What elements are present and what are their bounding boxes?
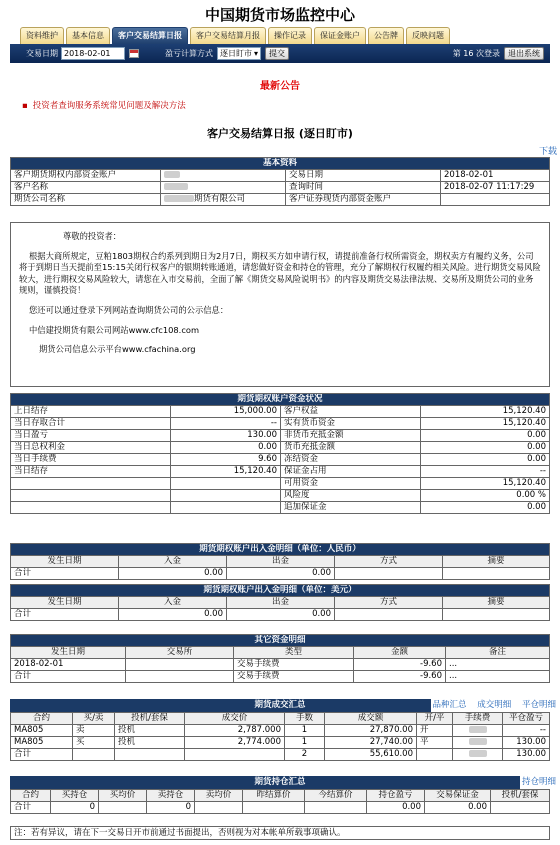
table-row: 合计 0 0 0.00 0.00 bbox=[11, 802, 550, 814]
tab-monthly-statement[interactable]: 客户交易结算月报 bbox=[190, 27, 266, 44]
tab-margin-account[interactable]: 保证金账户 bbox=[314, 27, 366, 44]
table-row: 当日手续费 9.60 冻结资金 0.00 bbox=[11, 454, 550, 466]
inout-rmb-table: 期货期权账户出入金明细（单位：人民币） 发生日期 入金 出金 方式 摘要 合计 0.00 0.00 bbox=[10, 543, 550, 580]
table-row: 客户期货期权内部资金账户 交易日期 2018-02-01 bbox=[11, 170, 550, 182]
table-row: 期货公司名称 期货有限公司 客户证券现货内部资金账户 bbox=[11, 194, 550, 206]
method-label: 盈亏计算方式 bbox=[165, 49, 213, 58]
funds-table bbox=[10, 393, 550, 514]
section-title: 期货期权账户出入金明细（单位：人民币） bbox=[11, 544, 550, 556]
tab-profile[interactable]: 资料维护 bbox=[20, 27, 64, 44]
close-detail-link[interactable]: 平仓明细 bbox=[521, 700, 556, 710]
table-row: 合计 交易手续费 -9.60 ... bbox=[11, 671, 550, 683]
table-row: MA805 买 投机 2,774.000 1 27,740.00 平 130.00 bbox=[11, 737, 550, 749]
tab-daily-statement[interactable]: 客户交易结算日报 bbox=[112, 27, 188, 44]
tab-basic-info[interactable]: 基本信息 bbox=[66, 27, 110, 44]
method-select[interactable]: 逐日盯市 ▾ bbox=[217, 47, 261, 60]
table-row: 合计 0.00 0.00 bbox=[11, 609, 550, 621]
footnote: 注：若有异议，请在下一交易日开市前通过书面提出，否则视为对本帐单所载事项确认。 bbox=[10, 826, 550, 840]
basic-info-table bbox=[10, 157, 550, 206]
table-row: 客户名称 查询时间 2018-02-07 11:17:29 bbox=[11, 182, 550, 194]
table-row: 合计 0.00 0.00 bbox=[11, 568, 550, 580]
positions-table: 合约 买持仓 买均价 卖持仓 卖均价 昨结算价 今结算价 持仓盈亏 交易保证金 投机/套保 合计 0 0 0.00 0.00 bbox=[10, 789, 550, 814]
other-funds-table: 其它资金明细 发生日期 交易所 类型 金额 备注 2018-02-01 交易手续费 -9.60 ... 合计 交易手续费 -9.60 ... bbox=[10, 634, 550, 683]
section-title: 其它资金明细 bbox=[11, 635, 550, 647]
download-link[interactable]: 下载 bbox=[538, 147, 557, 157]
date-input[interactable]: 2018-02-01 bbox=[61, 47, 125, 60]
table-row: 当日存取合计 -- 实有货币资金 15,120.40 bbox=[11, 418, 550, 430]
table-row: 风险度 0.00 % bbox=[11, 490, 550, 502]
calendar-icon[interactable] bbox=[129, 49, 139, 58]
table-row: 追加保证金 0.00 bbox=[11, 502, 550, 514]
date-label: 交易日期 bbox=[26, 49, 58, 58]
table-row: 当日总权利金 0.00 货币充抵金额 0.00 bbox=[11, 442, 550, 454]
trades-header: 期货成交汇总 品种汇总 成交明细 平仓明细 bbox=[10, 699, 550, 712]
tab-feedback[interactable]: 反映问题 bbox=[406, 27, 450, 44]
tab-bar bbox=[20, 27, 452, 44]
table-row: 上日结存 15,000.00 客户权益 15,120.40 bbox=[11, 406, 550, 418]
report-title: 客户交易结算日报 (逐日盯市) bbox=[207, 127, 353, 140]
login-count: 第 16 次登录 bbox=[452, 49, 500, 58]
table-row: 可用资金 15,120.40 bbox=[11, 478, 550, 490]
submit-button[interactable]: 提交 bbox=[265, 47, 289, 60]
app-title: 中国期货市场监控中心 bbox=[204, 6, 355, 24]
notice-title: 最新公告 bbox=[260, 81, 300, 92]
table-row: 当日盈亏 130.00 非货币充抵金额 0.00 bbox=[11, 430, 550, 442]
section-title: 期货期权账户资金状况 bbox=[11, 394, 550, 406]
chevron-down-icon: ▾ bbox=[253, 49, 258, 58]
section-title: 期货期权账户出入金明细（单位：美元） bbox=[11, 585, 550, 597]
table-row: 2018-02-01 交易手续费 -9.60 ... bbox=[11, 659, 550, 671]
section-title: 基本资料 bbox=[11, 158, 550, 170]
inout-usd-table: 期货期权账户出入金明细（单位：美元） 发生日期 入金 出金 方式 摘要 合计 0.00 0.00 bbox=[10, 584, 550, 621]
trades-table: 合约 买/卖 投机/套保 成交价 手数 成交额 开/平 手续费 平仓盈亏 MA805 卖 投机 2,787.000 1 27,870.00 开 -- MA805 买 投机 2,774.000 1 27,740.00 平 130.00 合计 2 55,610.00 130.00 bbox=[10, 712, 550, 761]
variety-summary-link[interactable]: 品种汇总 bbox=[432, 700, 467, 710]
tab-bulletin[interactable]: 公告牌 bbox=[368, 27, 404, 44]
positions-header: 期货持仓汇总 持仓明细 bbox=[10, 776, 550, 789]
table-row: MA805 卖 投机 2,787.000 1 27,870.00 开 -- bbox=[11, 725, 550, 737]
trade-detail-link[interactable]: 成交明细 bbox=[477, 700, 512, 710]
table-row: 合计 2 55,610.00 130.00 bbox=[11, 749, 550, 761]
tab-operation-log[interactable]: 操作记录 bbox=[268, 27, 312, 44]
table-row: 当日结存 15,120.40 保证金占用 -- bbox=[11, 466, 550, 478]
notice-letter: 尊敬的投资者： 根据大商所规定，豆粕1803期权合约系列到期日为2月7日，期权买方如申请行权，请提前准备行权所需资金，期权卖方有履约义务，公司将于到期日当天提前至15:15关闭行权客户的银期转账通道，请您做好资金和持仓的管理，充分了解期权行权履约相关风险。进行期货交易风险较大，进行期权交易风险较大，请您在入市交易前，全面了解《期货交易风险说明书》的内容及期货交易法律法规、交易所及期货公司的业务规则，谨慎投资！ 您还可以通过登录下列网站查询期货公司的公示信息： 中信建投期货有限公司网站www.cfc108.com 期货公司信息公示平台www.cfachina.org bbox=[10, 222, 550, 387]
toolbar bbox=[10, 44, 550, 63]
position-detail-link[interactable]: 持仓明细 bbox=[521, 777, 556, 787]
notice-link[interactable]: ▪ 投资者查询服务系统常见问题及解决方法 bbox=[22, 99, 186, 111]
logout-button[interactable]: 退出系统 bbox=[504, 47, 544, 60]
